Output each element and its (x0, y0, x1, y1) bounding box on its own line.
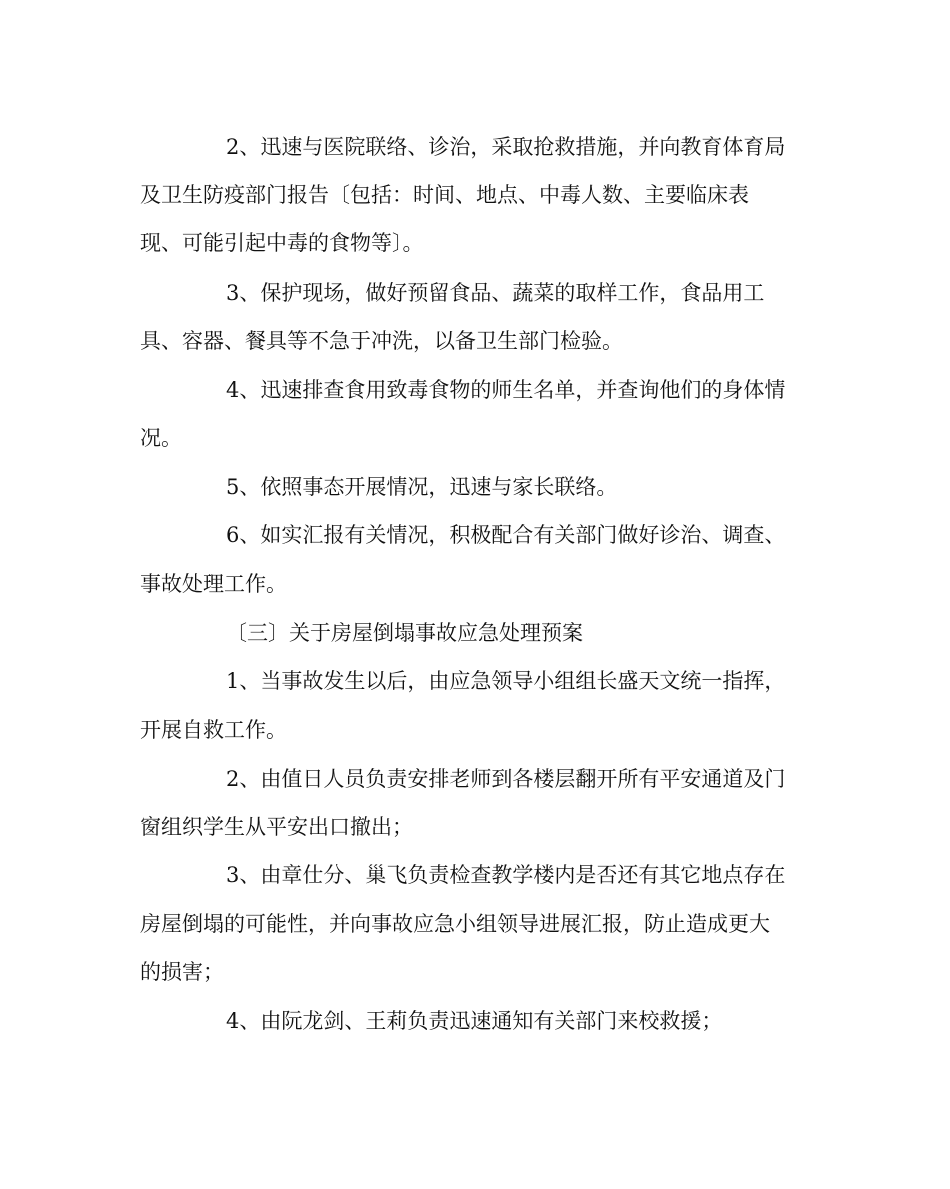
text-line: 3、保护现场，做好预留食品、蔬菜的取样工作，食品用工 (226, 281, 765, 305)
text-line: 2、迅速与医院联络、诊治，采取抢救措施，并向教育体育局 (226, 135, 786, 159)
text-line: 况。 (140, 426, 182, 450)
text-line: 1、当事故发生以后，由应急领导小组组长盛天文统一指挥， (226, 669, 786, 693)
text-line: 开展自救工作。 (140, 718, 287, 742)
text-line: 4、由阮龙剑、王莉负责迅速通知有关部门来校救援； (226, 1009, 723, 1033)
text-line: 房屋倒塌的可能性，并向事故应急小组领导进展汇报，防止造成更大 (140, 912, 770, 936)
text-line: 现、可能引起中毒的食物等〕。 (140, 231, 424, 255)
text-line: 6、如实汇报有关情况，积极配合有关部门做好诊治、调查、 (226, 523, 786, 547)
text-line: 5、依照事态开展情况，迅速与家长联络。 (226, 475, 618, 499)
text-line: 3、由章仕分、巢飞负责检查教学楼内是否还有其它地点存在 (226, 863, 786, 887)
text-line: 的损害； (140, 960, 224, 984)
section-heading: 〔三〕关于房屋倒塌事故应急处理预案 (226, 621, 583, 645)
text-line: 2、由值日人员负责安排老师到各楼层翻开所有平安通道及门 (226, 767, 786, 791)
text-line: 及卫生防疫部门报告〔包括：时间、地点、中毒人数、主要临床表 (140, 183, 749, 207)
text-line: 4、迅速排查食用致毒食物的师生名单，并查询他们的身体情 (226, 378, 786, 402)
text-line: 具、容器、餐具等不急于冲洗，以备卫生部门检验。 (140, 329, 623, 353)
text-line: 窗组织学生从平安出口撤出； (140, 815, 413, 839)
text-line: 事故处理工作。 (140, 572, 287, 596)
